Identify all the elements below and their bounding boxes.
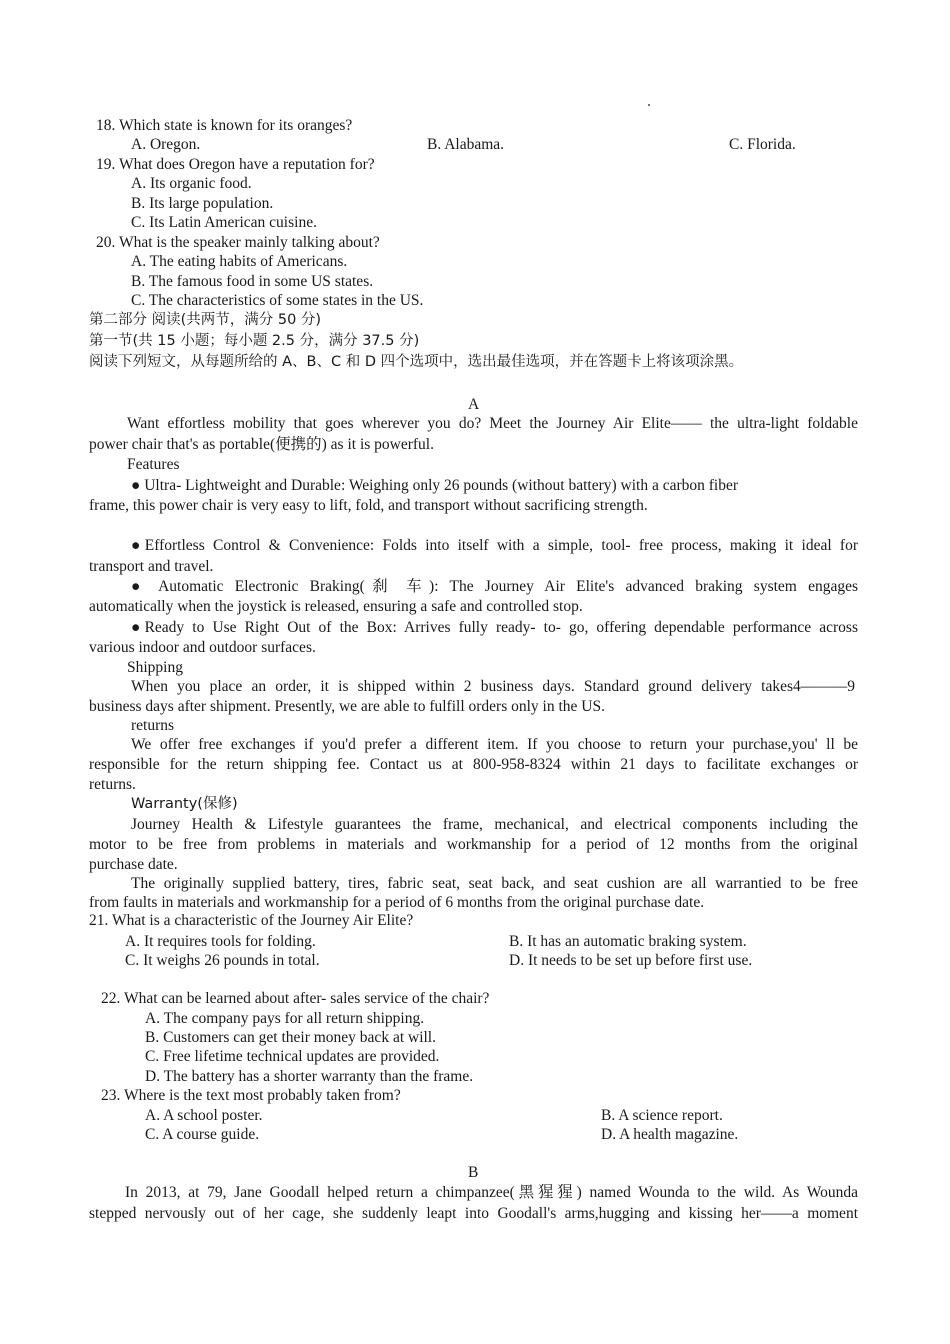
q22-stem: 22. What can be learned about after- sales service of the chair?: [101, 990, 490, 1007]
section2-instruction: 阅读下列短文，从每题所给的 A、B、C 和 D 四个选项中，选出最佳选项，并在答题卡上将该项涂黑。: [89, 354, 744, 370]
scan-speck: [648, 104, 650, 106]
warranty-line1: Journey Health & Lifestyle guarantees the frame, mechanical, and electrical components including the: [131, 816, 858, 833]
q20-stem: 20. What is the speaker mainly talking about?: [96, 234, 380, 251]
q23-option-c: C. A course guide.: [145, 1126, 260, 1143]
features-heading: Features: [127, 456, 180, 473]
q22-option-d: D. The battery has a shorter warranty than the frame.: [145, 1068, 474, 1085]
q22-option-c: C. Free lifetime technical updates are provided.: [145, 1048, 440, 1065]
warranty-line3: purchase date.: [89, 856, 178, 873]
q22-option-b: B. Customers can get their money back at will.: [145, 1029, 436, 1046]
feature1-line2: frame, this power chair is very easy to lift, fold, and transport without sacrificing strength.: [89, 497, 648, 514]
feature2-line1: ●Effortless Control & Convenience: Folds into itself with a simple, tool- free process, making it ideal for: [131, 537, 858, 554]
warranty-line4: The originally supplied battery, tires, fabric seat, seat back, and seat cushion are all warrantied to be free: [131, 875, 858, 892]
warranty-line5: from faults in materials and workmanship for a period of 6 months from the original purchase date.: [89, 894, 705, 911]
q18-option-a: A. Oregon.: [131, 136, 201, 153]
feature4-line2: various indoor and outdoor surfaces.: [89, 639, 316, 656]
q19-option-a: A. Its organic food.: [131, 175, 252, 192]
q21-option-a: A. It requires tools for folding.: [125, 933, 316, 950]
q21-option-d: D. It needs to be set up before first use.: [509, 952, 753, 969]
q21-stem: 21. What is a characteristic of the Journey Air Elite?: [89, 912, 414, 929]
q19-stem: 19. What does Oregon have a reputation for?: [96, 156, 375, 173]
shipping-heading: Shipping: [127, 659, 183, 676]
q23-option-a: A. A school poster.: [145, 1107, 263, 1124]
q18-option-c: C. Florida.: [729, 136, 796, 153]
passage-b-letter: B: [468, 1164, 479, 1181]
q21-option-c: C. It weighs 26 pounds in total.: [125, 952, 320, 969]
q23-stem: 23. Where is the text most probably taken from?: [101, 1087, 401, 1104]
warranty-line2: motor to be free from problems in materials and workmanship for a period of 12 months from the original: [89, 836, 858, 853]
q20-option-c: C. The characteristics of some states in the US.: [131, 292, 424, 309]
q19-option-c: C. Its Latin American cuisine.: [131, 214, 317, 231]
warranty-heading: Warranty(保修): [131, 796, 238, 812]
returns-heading: returns: [131, 717, 175, 734]
passage-a-letter: A: [468, 396, 480, 413]
feature2-line2: transport and travel.: [89, 558, 214, 575]
q22-option-a: A. The company pays for all return shipping.: [145, 1010, 425, 1027]
passage-a-intro-line1: Want effortless mobility that goes wherever you do? Meet the Journey Air Elite—— the ultra-light foldable: [127, 415, 858, 432]
feature1-line1: ● Ultra- Lightweight and Durable: Weighing only 26 pounds (without battery) with a carbon fiber: [131, 477, 739, 494]
returns-line3: returns.: [89, 776, 136, 793]
q21-option-b: B. It has an automatic braking system.: [509, 933, 747, 950]
shipping-line1: When you place an order, it is shipped within 2 business days. Standard ground delivery takes4———9: [131, 678, 855, 695]
section2-title: 第二部分 阅读(共两节，满分 50 分): [89, 312, 322, 328]
feature3-line1: ● Automatic Electronic Braking(刹 车): The Journey Air Elite's advanced braking system engages: [131, 578, 858, 595]
returns-line2: responsible for the return shipping fee. Contact us at 800-958-8324 within 21 days to facilitate exchanges or: [89, 756, 858, 773]
q18-stem: 18. Which state is known for its oranges?: [96, 117, 353, 134]
shipping-line2: business days after shipment. Presently, we are able to fulfill orders only in the US.: [89, 698, 605, 715]
passage-a-intro-line2: power chair that's as portable(便携的) as it is powerful.: [89, 436, 434, 453]
passage-b-line2: stepped nervously out of her cage, she suddenly leapt into Goodall's arms,hugging and kissing her——a moment: [89, 1205, 858, 1222]
passage-b-line1: In 2013, at 79, Jane Goodall helped return a chimpanzee(黑猩猩) named Wounda to the wild. As Wounda: [125, 1184, 858, 1201]
q18-option-b: B. Alabama.: [427, 136, 505, 153]
q23-option-d: D. A health magazine.: [601, 1126, 739, 1143]
q20-option-a: A. The eating habits of Americans.: [131, 253, 348, 270]
q20-option-b: B. The famous food in some US states.: [131, 273, 374, 290]
feature4-line1: ●Ready to Use Right Out of the Box: Arrives fully ready- to- go, offering dependable performance across: [131, 619, 858, 636]
q23-option-b: B. A science report.: [601, 1107, 723, 1124]
section2-subtitle: 第一节(共 15 小题；每小题 2.5 分，满分 37.5 分): [89, 333, 420, 349]
returns-line1: We offer free exchanges if you'd prefer a different item. If you choose to return your purchase,you' ll be: [131, 736, 858, 753]
feature3-line2: automatically when the joystick is released, ensuring a safe and controlled stop.: [89, 598, 583, 615]
q19-option-b: B. Its large population.: [131, 195, 274, 212]
